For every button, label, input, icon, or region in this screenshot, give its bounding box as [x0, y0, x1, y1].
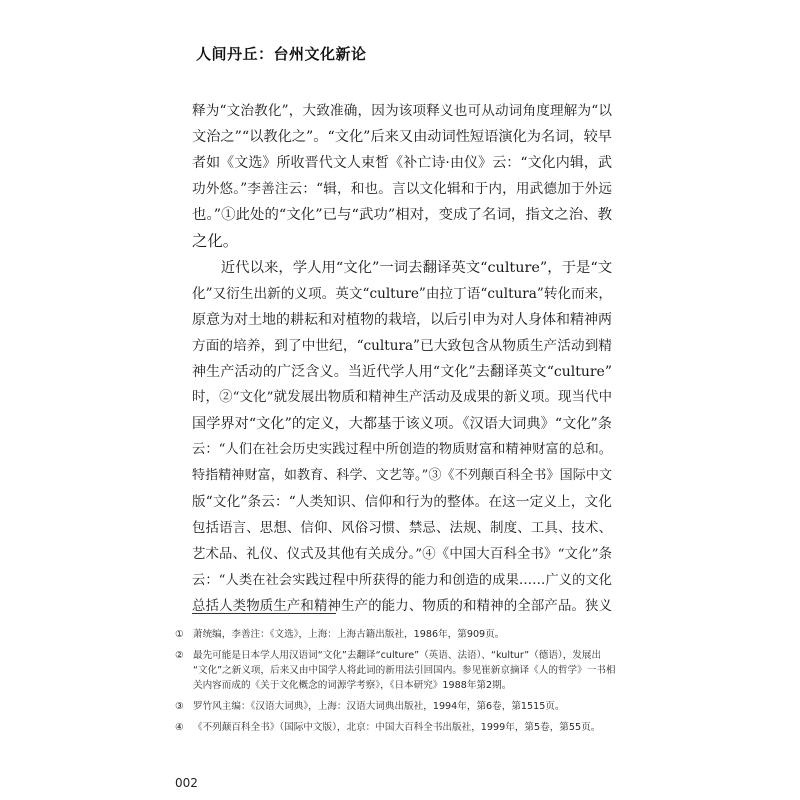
- footnote-divider: [192, 613, 336, 614]
- body-line: 时，②“文化”就发展出物质和精神生产活动及成果的新义项。现当代中: [192, 390, 612, 406]
- body-text: [192, 98, 612, 620]
- page-number: 002: [175, 776, 198, 790]
- footnote-text: 关内容而成的《关于文化概念的词源学考察》，《日本研究》1988年第2期。: [193, 680, 512, 691]
- footnotes: [175, 627, 615, 741]
- body-line: 总括人类物质生产和精神生产的能力、物质的和精神的全部产品。狭义: [192, 598, 612, 614]
- body-line: 国学界对“文化”的定义，大都基于该义项。《汉语大词典》“文化”条: [192, 416, 612, 433]
- footnote-text: “文化”之新义项，后来又由中国学人将此词的新用法引回国内。参见崔新京摘译《人的哲学》一书相: [193, 665, 616, 676]
- footnote-text: 萧统编，李善注：《文选》，上海：上海古籍出版社，1986年，第909页。: [193, 629, 505, 640]
- body-line: 之化。: [192, 232, 239, 251]
- body-line: 原意为对土地的耕耘和对植物的栽培，以后引申为对人身体和精神两: [192, 311, 612, 328]
- body-line: 也。”①此处的“文化”已与“武功”相对，变成了名词，指文之治、教: [192, 207, 612, 224]
- footnote-marker: ①: [175, 629, 184, 640]
- footnote: [175, 720, 615, 735]
- body-line: 神生产活动的广泛含义。当近代学人用“文化”去翻译英文“culture”: [192, 363, 612, 380]
- footnote-text: 最先可能是日本学人用汉语词“文化”去翻译“culture”（英语、法语）、“kultur”（德语），发展出: [193, 650, 602, 661]
- footnote-marker: ②: [175, 650, 184, 661]
- body-line: 版“文化”条云：“人类知识、信仰和行为的整体。在这一定义上，文化: [192, 494, 612, 511]
- footnote: [175, 627, 615, 642]
- body-line: 特指精神财富，如教育、科学、文艺等。”③《不列颠百科全书》国际中文: [192, 468, 612, 484]
- footnote-marker: ③: [175, 701, 184, 712]
- body-line: 艺术品、礼仪、仪式及其他有关成分。”④《中国大百科全书》“文化”条: [192, 546, 612, 562]
- footnote-text: 罗竹风主编：《汉语大词典》，上海：汉语大词典出版社，1994年，第6卷，第1515页。: [193, 701, 565, 712]
- body-line: 文治之”“以教化之”。“文化”后来又由动词性短语演化为名词，较早: [192, 129, 612, 146]
- running-head: 人间丹丘：台州文化新论: [196, 45, 367, 63]
- body-line: 释为“文治教化”，大致准确，因为该项释义也可从动词角度理解为“以: [192, 103, 612, 119]
- body-line: 者如《文选》所收晋代文人束皙《补亡诗·由仪》云：“文化内辑，武: [192, 155, 612, 172]
- body-line: 方面的培养，到了中世纪，“cultura”已大致包含从物质生产活动到精: [192, 337, 612, 354]
- body-line: 近代以来，学人用“文化”一词去翻译英文“culture”，于是“文: [192, 259, 613, 276]
- footnote-marker: ④: [175, 722, 184, 733]
- body-line: 化”又衍生出新的义项。英文“culture”由拉丁语“cultura”转化而来，: [192, 285, 612, 302]
- footnote: [175, 648, 615, 693]
- footnote: [175, 699, 615, 714]
- body-line: 包括语言、思想、信仰、风俗习惯、禁忌、法规、制度、工具、技术、: [192, 520, 612, 536]
- body-line: 云：“人类在社会实践过程中所获得的能力和创造的成果……广义的文化: [192, 572, 612, 588]
- body-line: 功外悠。”李善注云：“辑，和也。言以文化辑和于内，用武德加于外远: [192, 181, 612, 198]
- footnote-text: 《不列颠百科全书》（国际中文版），北京：中国大百科全书出版社，1999年，第5卷，第55页。: [193, 722, 601, 733]
- body-line: 云：“人们在社会历史实践过程中所创造的物质财富和精神财富的总和。: [192, 442, 612, 458]
